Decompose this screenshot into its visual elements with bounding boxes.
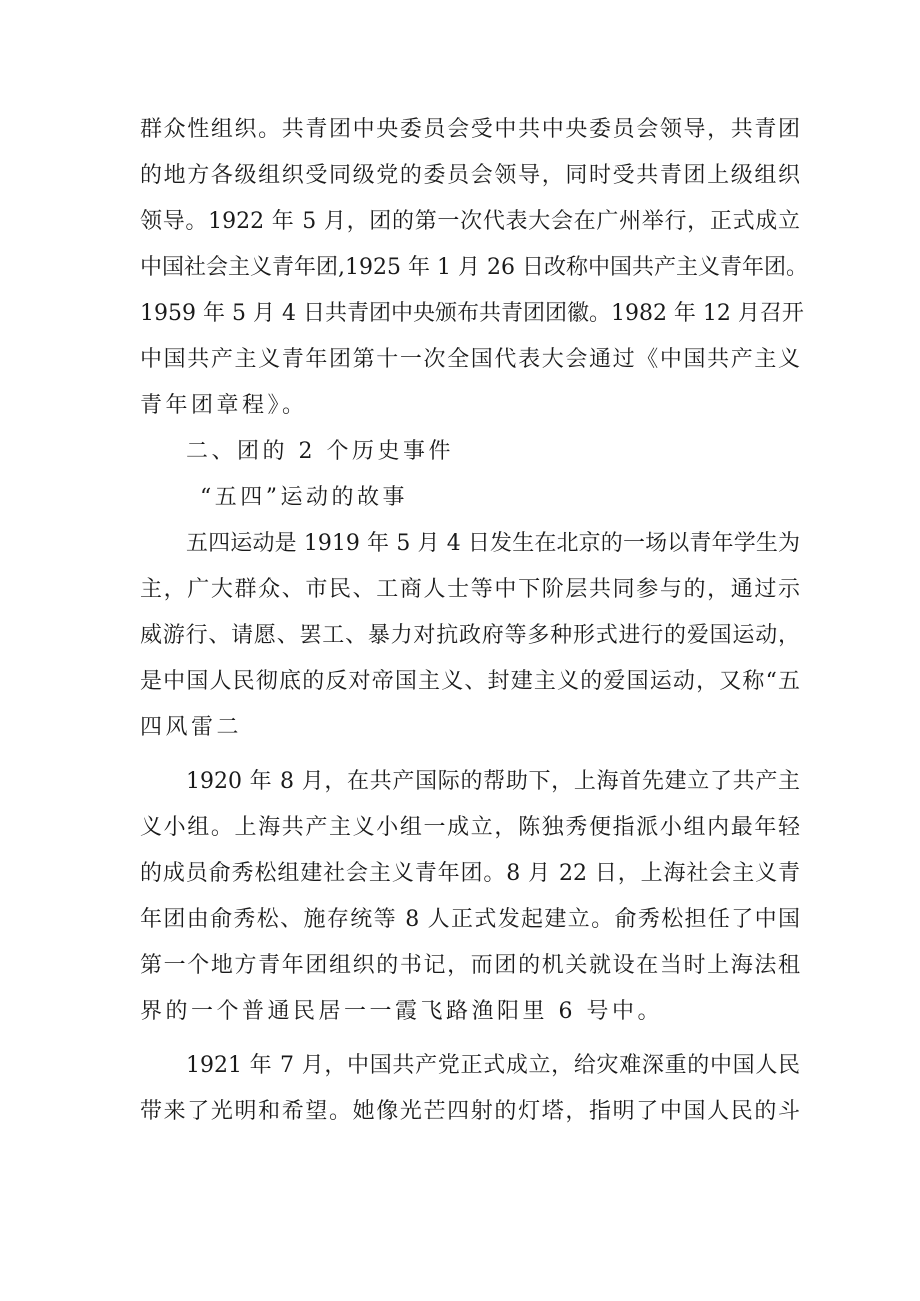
paragraph-line: 五四运动是 1919 年 5 月 4 日发生在北京的一场以青年学生为	[186, 531, 800, 556]
paragraph-line: 1920 年 8 月，在共产国际的帮助下，上海首先建立了共产主	[186, 769, 800, 794]
paragraph-line: 年团由俞秀松、施存统等 8 人正式发起建立。俞秀松担任了中国	[140, 907, 800, 932]
paragraph-line: 义小组。上海共产主义小组一成立，陈独秀便指派小组内最年轻	[140, 815, 800, 840]
paragraph-line: 四风雷二	[140, 715, 243, 740]
subsection-heading: “五四”运动的故事	[200, 485, 408, 510]
paragraph-line: 中国社会主义青年团,1925 年 1 月 26 日改称中国共产主义青年团。	[140, 255, 808, 280]
section-heading: 二、团的 2 个历史事件	[186, 439, 454, 464]
paragraph-line: 界的一个普通民居一一霞飞路渔阳里 6 号中。	[140, 999, 663, 1024]
paragraph-line: 主，广大群众、市民、工商人士等中下阶层共同参与的，通过示	[140, 577, 800, 602]
paragraph-line: 1921 年 7 月，中国共产党正式成立，给灾难深重的中国人民	[186, 1053, 800, 1078]
paragraph-line: 群众性组织。共青团中央委员会受中共中央委员会领导，共青团	[140, 117, 800, 142]
paragraph-line: 的地方各级组织受同级党的委员会领导，同时受共青团上级组织	[140, 163, 800, 188]
paragraph-line: 带来了光明和希望。她像光芒四射的灯塔，指明了中国人民的斗	[140, 1099, 800, 1124]
paragraph-line: 第一个地方青年团组织的书记，而团的机关就设在当时上海法租	[140, 953, 800, 978]
paragraph-line: 威游行、请愿、罢工、暴力对抗政府等多种形式进行的爱国运动，	[140, 623, 800, 648]
paragraph-line: 中国共产主义青年团第十一次全国代表大会通过《中国共产主义	[140, 347, 800, 372]
paragraph-line: 领导。1922 年 5 月，团的第一次代表大会在广州举行，正式成立	[140, 209, 800, 234]
paragraph-line: 青年团章程》。	[140, 393, 308, 418]
paragraph-line: 的成员俞秀松组建社会主义青年团。8 月 22 日，上海社会主义青	[140, 861, 800, 886]
paragraph-line: 是中国人民彻底的反对帝国主义、封建主义的爱国运动，又称“五	[140, 669, 800, 694]
paragraph-line: 1959 年 5 月 4 日共青团中央颁布共青团团徽。1982 年 12 月召开	[140, 301, 804, 326]
